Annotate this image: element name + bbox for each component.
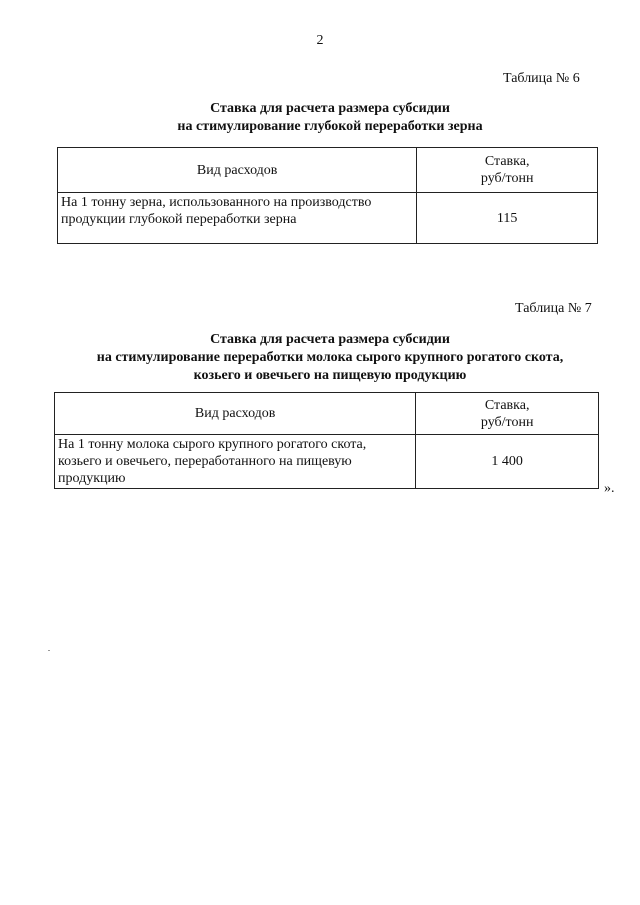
table-row xyxy=(55,435,599,489)
table-7-header-rate xyxy=(416,393,599,435)
table-7-title-line-3: козьего и овечьего на пищевую продукцию xyxy=(193,368,467,383)
table-6-label: Таблица № 6 xyxy=(503,71,580,86)
closing-quote-mark: ». xyxy=(604,481,615,496)
table-6-title-line-1: Ставка для расчета размера субсидии xyxy=(210,101,450,116)
table-7-header-row xyxy=(55,393,599,435)
table-7-title-line-2: на стимулирование переработки молока сырого крупного рогатого скота, xyxy=(96,350,564,365)
table-7-header-rate-line-1: Ставка, xyxy=(484,397,530,413)
table-6-header-rate-line-1: Ставка, xyxy=(484,154,530,169)
table-6-title xyxy=(0,100,640,136)
table-7 xyxy=(54,392,599,489)
table-6-header-rate-line-2: руб/тонн xyxy=(480,171,534,186)
table-7-label: Таблица № 7 xyxy=(515,301,592,316)
table-7-title xyxy=(0,331,640,385)
table-row xyxy=(58,193,598,244)
page-number: 2 xyxy=(316,33,324,48)
scan-speck xyxy=(48,650,50,651)
table-7-header-rate-line-2: руб/тонн xyxy=(480,414,534,430)
table-7-title-line-1: Ставка для расчета размера субсидии xyxy=(210,332,450,347)
table-7-row-description: На 1 тонну молока сырого крупного рогатого скота, козьего и овечьего, переработанного на пищевую продукцию xyxy=(55,435,416,489)
table-6-header-rate xyxy=(417,148,598,193)
table-6-row-description: На 1 тонну зерна, использованного на производство продукции глубокой переработки зерна xyxy=(58,193,417,244)
table-6-header-row xyxy=(58,148,598,193)
table-6 xyxy=(57,147,598,244)
table-7-row-rate: 1 400 xyxy=(416,435,599,489)
table-6-row-rate: 115 xyxy=(417,193,598,244)
table-6-header-expense-type: Вид расходов xyxy=(58,148,417,193)
table-7-header-expense-type: Вид расходов xyxy=(55,393,416,435)
table-6-title-line-2: на стимулирование глубокой переработки зерна xyxy=(177,119,483,134)
